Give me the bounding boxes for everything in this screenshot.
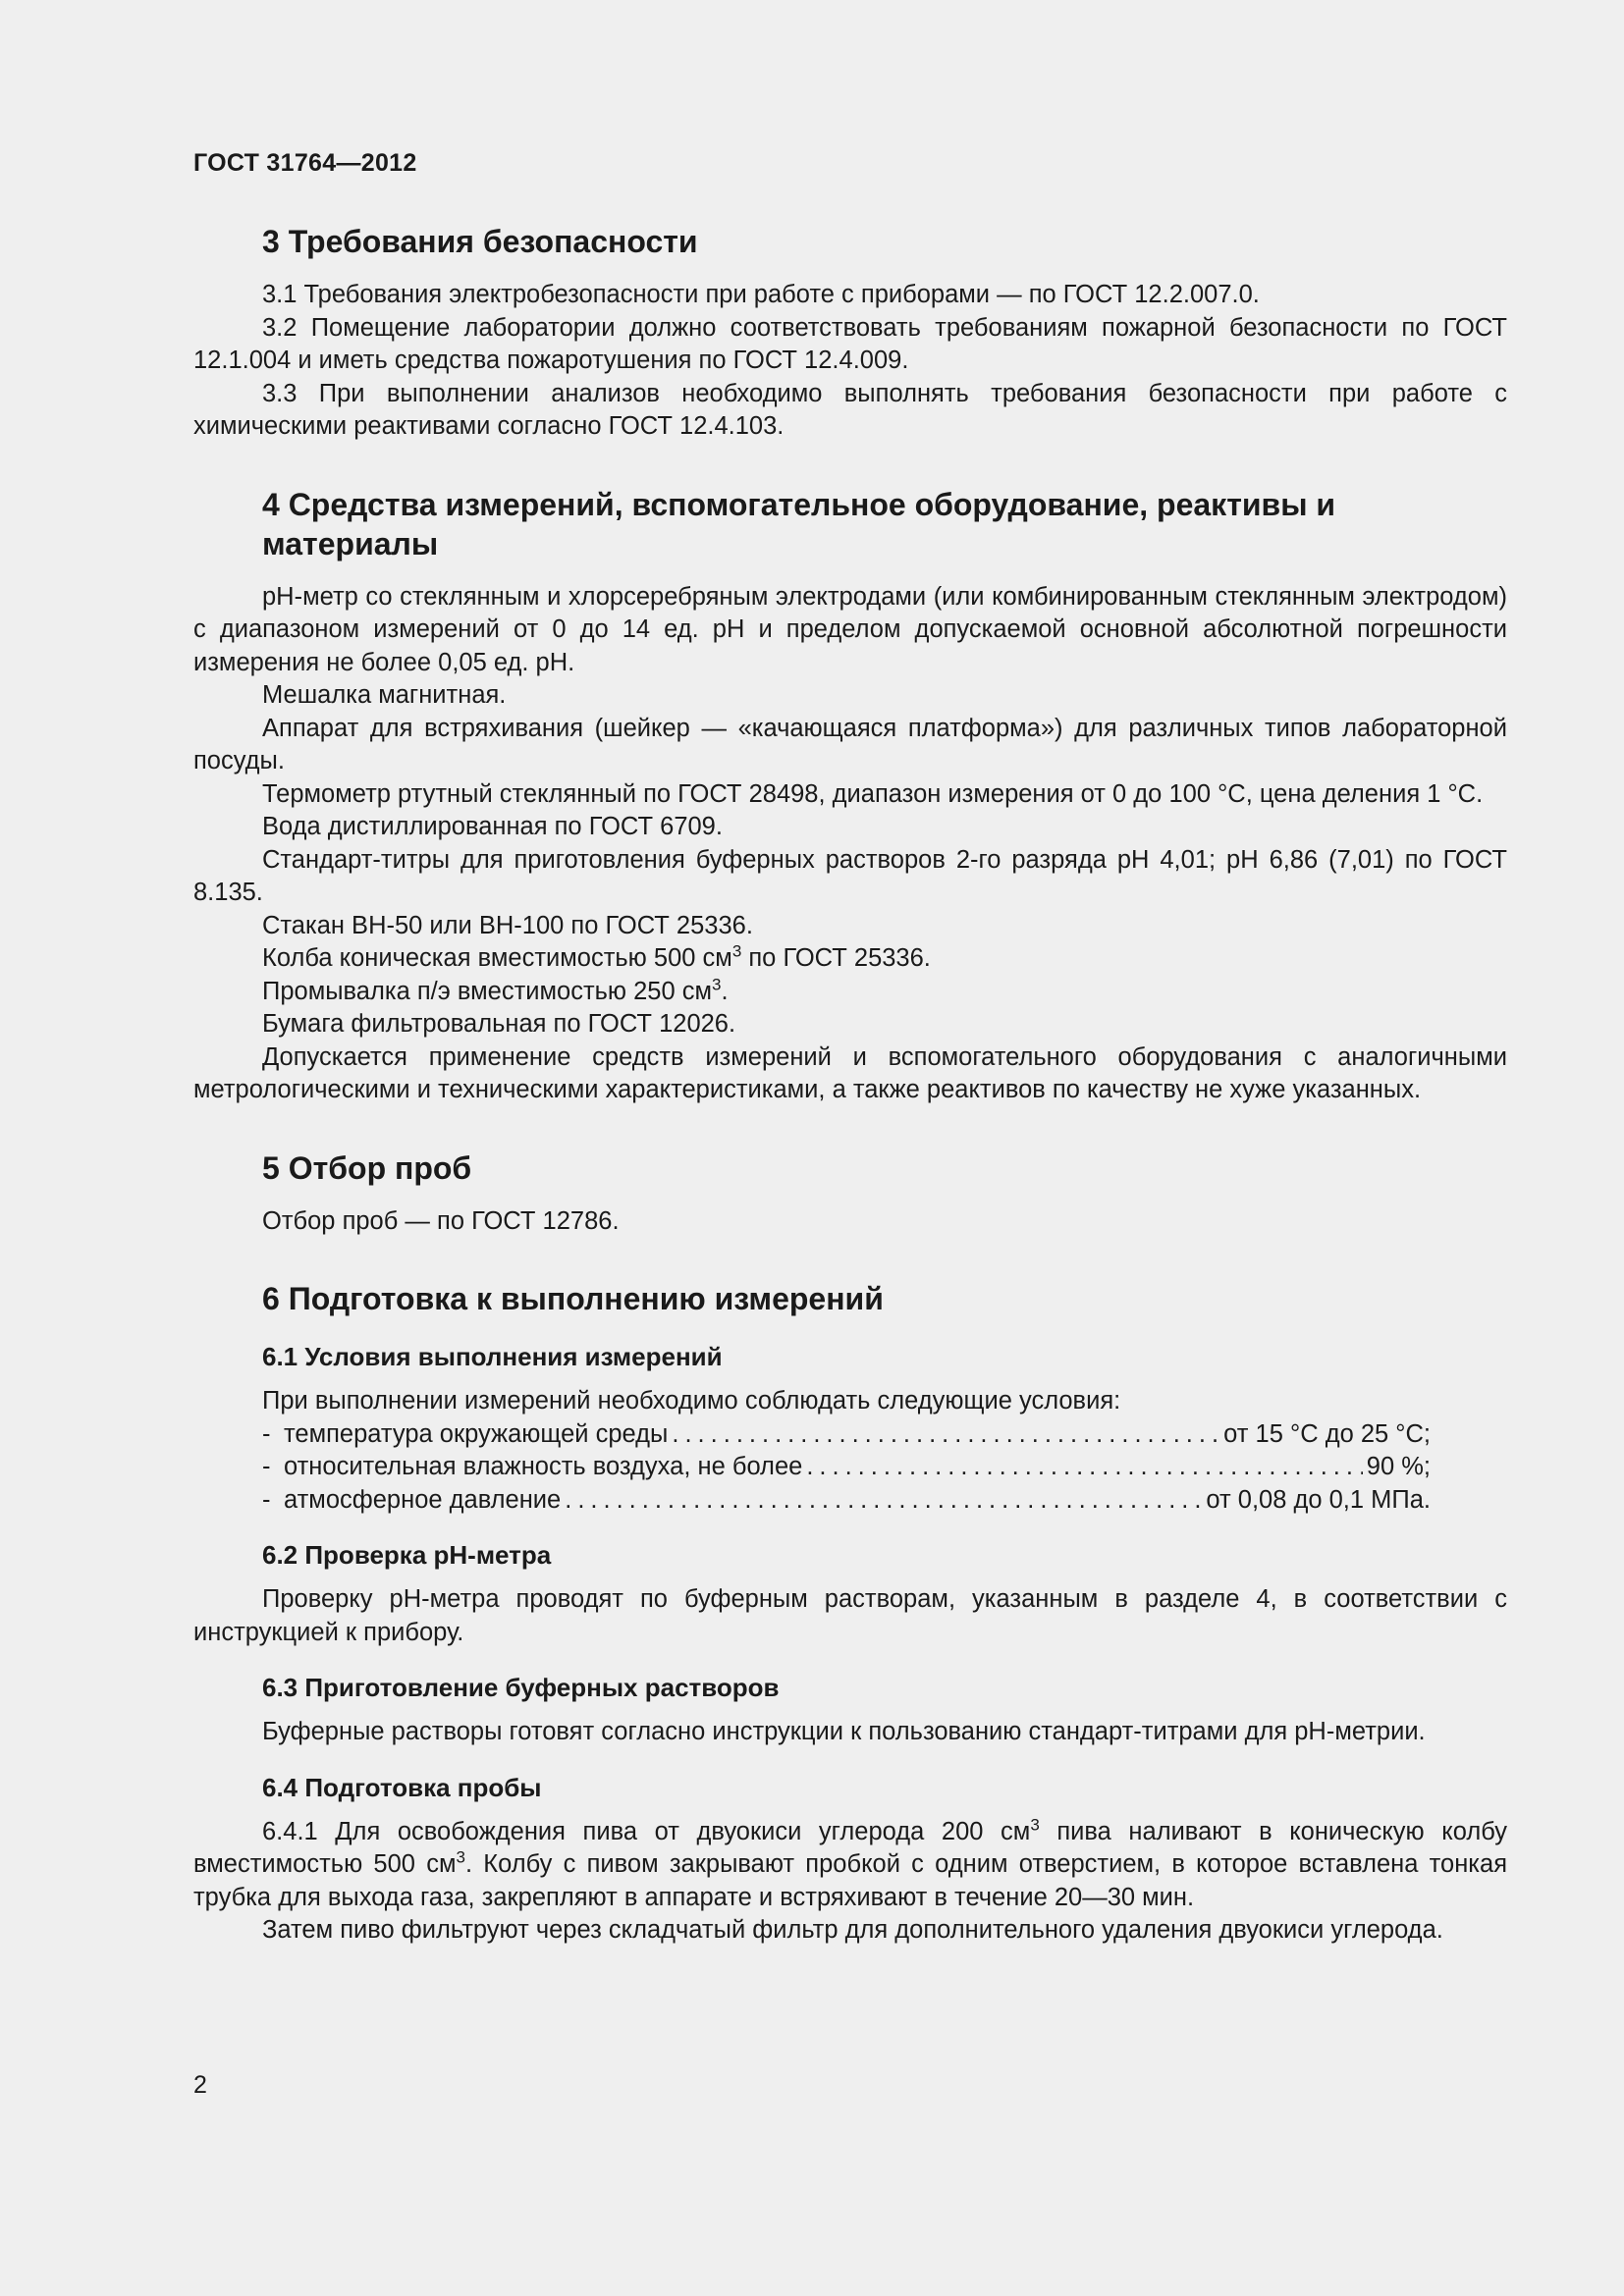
paragraph-3-2: 3.2 Помещение лаборатории должно соответствовать требованиям пожарной безопасности по ГОСТ 12.1.004 и иметь средства пожаротушения по ГОСТ 12.4.009. bbox=[193, 313, 1507, 374]
item-wash-bottle: Промывалка п/э вместимостью 250 $см^3$. bbox=[262, 975, 729, 1005]
paragraph-3-1: 3.1 Требования электробезопасности при работе с приборами — по ГОСТ 12.2.007.0. bbox=[262, 281, 1260, 308]
subsection-6-3-title: 6.3 Приготовление буферных растворов bbox=[262, 1673, 780, 1702]
item-thermometer: Термометр ртутный стеклянный по ГОСТ 28498, диапазон измерения от 0 до 100 °С, цена деления 1 °С. bbox=[262, 779, 1484, 808]
item-allowed-substitutes: Допускается применение средств измерений и вспомогательного оборудования с аналогичными метрологическими и техническими характеристиками, а также реактивов по качеству не хуже указанных. bbox=[193, 1042, 1507, 1103]
item-stirrer: Мешалка магнитная. bbox=[262, 681, 507, 709]
condition-humidity: - относительная влажность воздуха, не более ..... 90 %; bbox=[193, 1451, 1431, 1484]
item-water: Вода дистиллированная по ГОСТ 6709. bbox=[262, 813, 723, 840]
paragraph-5-1: Отбор проб — по ГОСТ 12786. bbox=[262, 1206, 620, 1235]
leader-dots bbox=[672, 1418, 1219, 1452]
section-5-title: 5 Отбор проб bbox=[262, 1149, 472, 1186]
document-id-header: ГОСТ 31764—2012 bbox=[193, 149, 417, 177]
paragraph-6-4-1: 6.4.1 Для освобождения пива от двуокиси углерода 200 $см^3$ пива наливают в коническую колбу вместимостью 500 $см^3$. Колбу с пивом закрывают пробкой с одним отверстием, в которое вставлена тонкая трубка для выхода газа, закрепляют в аппарате и встряхивают в течение 20—30 мин. bbox=[193, 1815, 1507, 1911]
paragraph-6-2: Проверку pH-метра проводят по буферным растворам, указанным в разделе 4, в соответствии с инструкцией к прибору. bbox=[193, 1585, 1507, 1646]
paragraph-6-4-1-filter: Затем пиво фильтруют через складчатый фильтр для дополнительного удаления двуокиси углерода. bbox=[262, 1916, 1443, 1944]
page-number: 2 bbox=[193, 2071, 207, 2099]
paragraph-6-3: Буферные растворы готовят согласно инструкции к пользованию стандарт-титрами для pH-метрии. bbox=[262, 1718, 1426, 1745]
section-6-title: 6 Подготовка к выполнению измерений bbox=[262, 1281, 884, 1316]
item-titrants: Стандарт-титры для приготовления буферных растворов 2-го разряда pH 4,01; pH 6,86 (7,01) по ГОСТ 8.135. bbox=[193, 845, 1507, 906]
section-3-title: 3 Требования безопасности bbox=[262, 224, 698, 259]
item-flask: Колба коническая вместимостью 500 $см^3$ по ГОСТ 25336. bbox=[262, 941, 931, 972]
item-ph-meter: pH-метр со стеклянным и хлорсеребряным электродами (или комбинированным стеклянным электродом) с диапазоном измерений от 0 до 14 ед. pH и пределом допускаемой основной абсолютной погрешности измерения не более 0,05 ед. pH. bbox=[193, 582, 1507, 676]
subsection-6-1-title: 6.1 Условия выполнения измерений bbox=[262, 1342, 723, 1371]
subsection-6-4-title: 6.4 Подготовка пробы bbox=[262, 1772, 542, 1802]
paragraph-3-3: 3.3 При выполнении анализов необходимо выполнять требования безопасности при работе с химическими реактивами согласно ГОСТ 12.4.103. bbox=[193, 379, 1507, 440]
leader-dots bbox=[806, 1451, 1362, 1484]
item-shaker: Аппарат для встряхивания (шейкер — «качающаяся платформа») для различных типов лабораторной посуды. bbox=[193, 714, 1507, 774]
document-body bbox=[193, 222, 1507, 1948]
conditions-intro: При выполнении измерений необходимо соблюдать следующие условия: bbox=[262, 1387, 1121, 1415]
leader-dots bbox=[565, 1484, 1202, 1518]
condition-pressure: - атмосферное давление ..... от 0,08 до 0,1 МПа. bbox=[193, 1484, 1431, 1518]
section-4-title: 4 Средства измерений, вспомогательное оборудование, реактивы и материалы bbox=[262, 486, 1336, 561]
subsection-6-2-title: 6.2 Проверка pH-метра bbox=[262, 1540, 552, 1570]
item-filter-paper: Бумага фильтровальная по ГОСТ 12026. bbox=[262, 1010, 736, 1038]
item-beaker: Стакан ВН-50 или ВН-100 по ГОСТ 25336. bbox=[262, 911, 753, 939]
condition-temperature: - температура окружающей среды ..... от 15 °С до 25 °С; bbox=[193, 1418, 1431, 1452]
